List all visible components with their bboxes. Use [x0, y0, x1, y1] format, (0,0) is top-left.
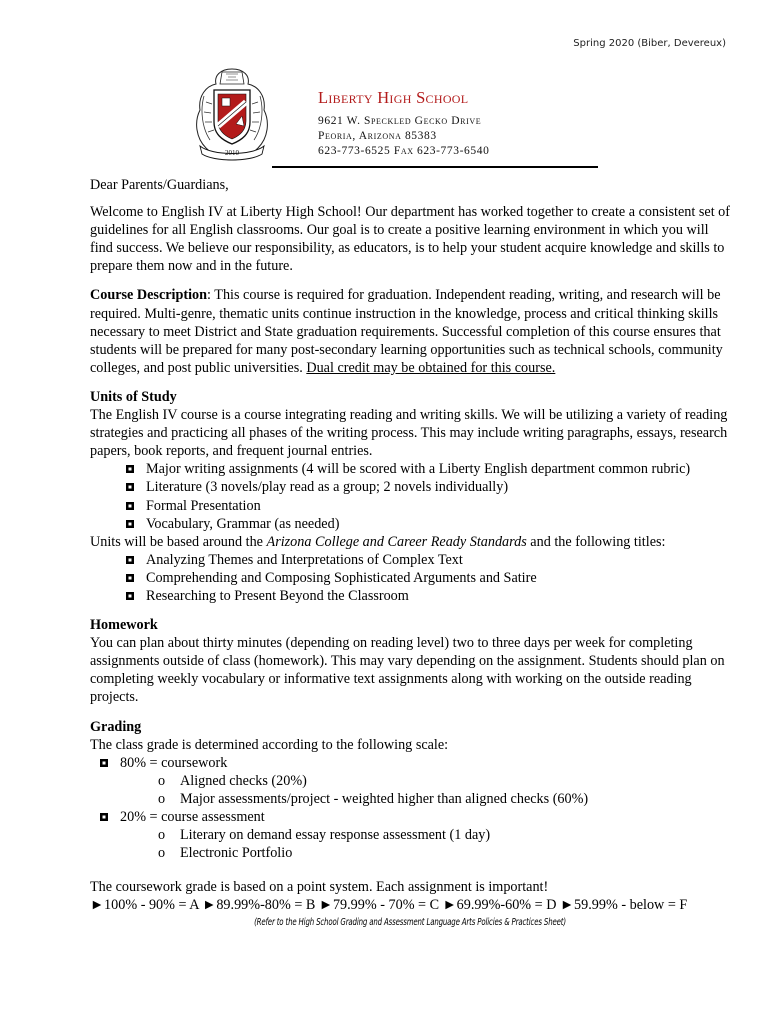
- units-list: [90, 460, 730, 532]
- standards-post: and the following titles:: [526, 533, 666, 550]
- course-description-text: : This course is required for graduation. Independent reading, writing, and research will be required. Multi-genre, thematic units continue instruction in the knowledge, process and critical thinking skills necessary to meet District and State graduation requirements. Successful completion of this course ensures that students will be prepared for many post-secondary learning opportunities such as technical schools, community colleges, and post public universities.: [90, 287, 723, 376]
- points-note: The coursework grade is based on a point system. Each assignment is important!: [90, 879, 549, 896]
- grading-intro: The class grade is determined according to the following scale:: [90, 736, 449, 753]
- standards-line: [90, 533, 730, 551]
- list-item: Major writing assignments (4 will be scored with a Liberty English department common rubric): [90, 460, 730, 478]
- school-crest-logo: [192, 66, 272, 162]
- standards-name: Arizona College and Career Ready Standards: [266, 533, 527, 550]
- list-item: Comprehending and Composing Sophisticated Arguments and Satire: [90, 569, 730, 587]
- letterhead-rule: [272, 166, 598, 168]
- list-item: o Major assessments/project - weighted higher than aligned checks (60%): [90, 790, 730, 808]
- units-intro: The English IV course is a course integrating reading and writing skills. We will be utilizing a variety of reading strategies and practicing all phases of the writing process. This may include writing paragraphs, essays, research papers, book reports, and frequent journal entries.: [90, 407, 728, 460]
- list-item: Formal Presentation: [90, 497, 730, 515]
- policy-reference: (Refer to the High School Grading and Assessment Language Arts Policies & Practices Sheet): [254, 917, 566, 929]
- grading-heading: Grading: [90, 718, 142, 735]
- assessment-items: [90, 826, 730, 862]
- course-description: [90, 286, 730, 376]
- course-description-label: Course Description: [90, 287, 208, 304]
- grading-group-assessment: 20% = course assessment: [90, 808, 730, 826]
- list-item: Vocabulary, Grammar (as needed): [90, 515, 730, 533]
- crest-year: 2010: [225, 149, 239, 157]
- list-item: o Aligned checks (20%): [90, 772, 730, 790]
- grading-group-coursework: 80% = coursework: [90, 754, 730, 772]
- grading-groups-2: [90, 808, 730, 826]
- address-line-1: 9621 W. Speckled Gecko Drive: [318, 115, 482, 127]
- school-letterhead: [318, 88, 598, 159]
- list-item: Analyzing Themes and Interpretations of Complex Text: [90, 551, 730, 569]
- header-note: Spring 2020 (Biber, Devereux): [573, 38, 726, 49]
- standards-pre: Units will be based around the: [90, 533, 267, 550]
- list-item: Researching to Present Beyond the Classroom: [90, 587, 730, 605]
- greeting: Dear Parents/Guardians,: [90, 177, 229, 193]
- address-line-2: Peoria, Arizona 85383: [318, 130, 437, 142]
- school-name: Liberty High School: [318, 88, 469, 107]
- list-item: o Electronic Portfolio: [90, 844, 730, 862]
- homework-text: You can plan about thirty minutes (depending on reading level) two to three days per week for completing assignments outside of class (homework). This may vary depending on the assignment. Students should plan on completing weekly vocabulary or informative text assignments along with working on the outside reading projects.: [90, 635, 725, 706]
- school-address: [318, 114, 598, 159]
- titles-list: [90, 551, 730, 605]
- welcome-paragraph: Welcome to English IV at Liberty High School! Our department has worked together to create a consistent set of guidelines for all English classrooms. Our goal is to create a positive learning environment in which you will find success. We believe our responsibility, as educators, is to help your student acquire knowledge and skills to prepare them now and in the future.: [90, 204, 731, 275]
- grade-scale: ►100% - 90% = A ►89.99%-80% = B ►79.99% - 70% = C ►69.99%-60% = D ►59.99% - below = F: [90, 897, 688, 914]
- phone-line: 623-773-6525 Fax 623-773-6540: [318, 145, 490, 157]
- list-item: o Literary on demand essay response assessment (1 day): [90, 826, 730, 844]
- list-item: Literature (3 novels/play read as a group; 2 novels individually): [90, 478, 730, 496]
- units-heading: Units of Study: [90, 388, 177, 405]
- dual-credit-note: Dual credit may be obtained for this course.: [306, 359, 556, 376]
- homework-heading: Homework: [90, 617, 158, 634]
- letter-body: [90, 176, 730, 933]
- grading-groups: [90, 754, 730, 772]
- coursework-items: [90, 772, 730, 808]
